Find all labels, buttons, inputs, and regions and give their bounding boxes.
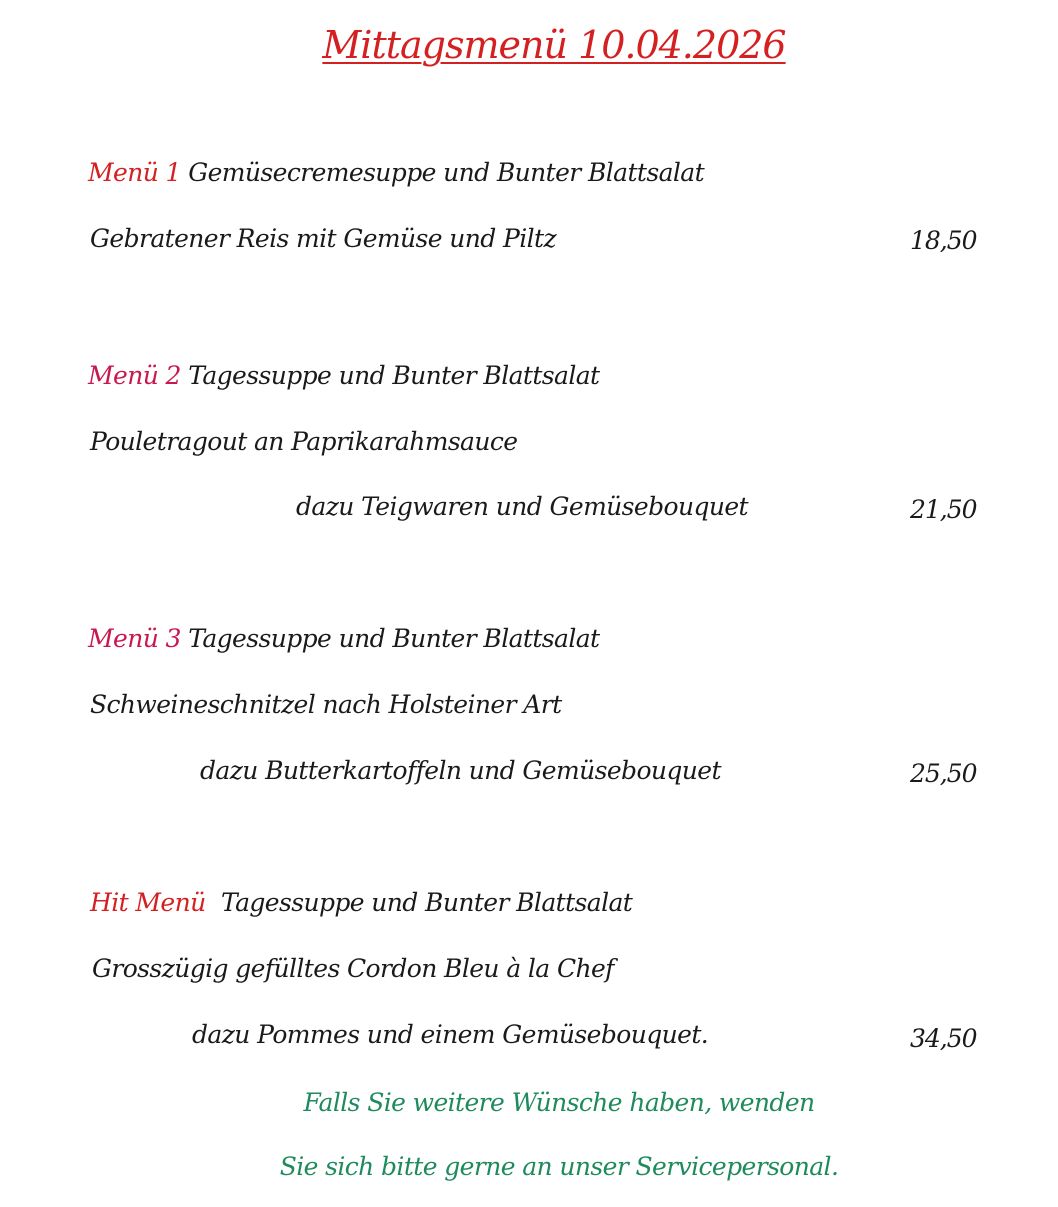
menu-2-main: Pouletragout an Paprikarahmsauce [90,427,518,456]
menu-2-side: dazu Teigwaren und Gemüsebouquet [296,492,749,521]
footer-note-line-1: Falls Sie weitere Wünsche haben, wenden [303,1088,815,1117]
hit-menu-price: 34,50 [910,1024,977,1053]
menu-2-label: Menü 2 [88,361,181,390]
menu-3-label: Menü 3 [88,624,181,653]
menu-1-main: Gebratener Reis mit Gemüse und Piltz [90,224,557,253]
menu-1-starter: Gemüsecremesuppe und Bunter Blattsalat [188,158,705,187]
menu-2-price: 21,50 [910,495,977,524]
menu-2-starter-line [88,361,599,391]
hit-menu-label: Hit Menü [90,888,206,917]
menu-2-starter: Tagessuppe und Bunter Blattsalat [188,361,600,390]
menu-1-label: Menü 1 [88,158,181,187]
page-title [0,22,1058,68]
hit-menu-starter-line [90,888,632,918]
menu-1-starter-line [88,158,704,188]
menu-3-side: dazu Butterkartoffeln und Gemüsebouquet [200,756,721,785]
menu-title: Mittagsmenü 10.04.2026 [322,23,786,67]
menu-3-starter: Tagessuppe und Bunter Blattsalat [188,624,600,653]
menu-3-main: Schweineschnitzel nach Holsteiner Art [90,690,562,719]
footer-note-line-2: Sie sich bitte gerne an unser Servicepersonal. [279,1152,839,1181]
hit-menu-side: dazu Pommes und einem Gemüsebouquet. [192,1020,709,1049]
menu-3-starter-line [88,624,599,654]
menu-1-price: 18,50 [910,226,977,255]
hit-menu-starter: Tagessuppe und Bunter Blattsalat [220,888,633,917]
menu-3-price: 25,50 [910,759,977,788]
hit-menu-main: Grosszügig gefülltes Cordon Bleu à la Chef [92,954,614,983]
